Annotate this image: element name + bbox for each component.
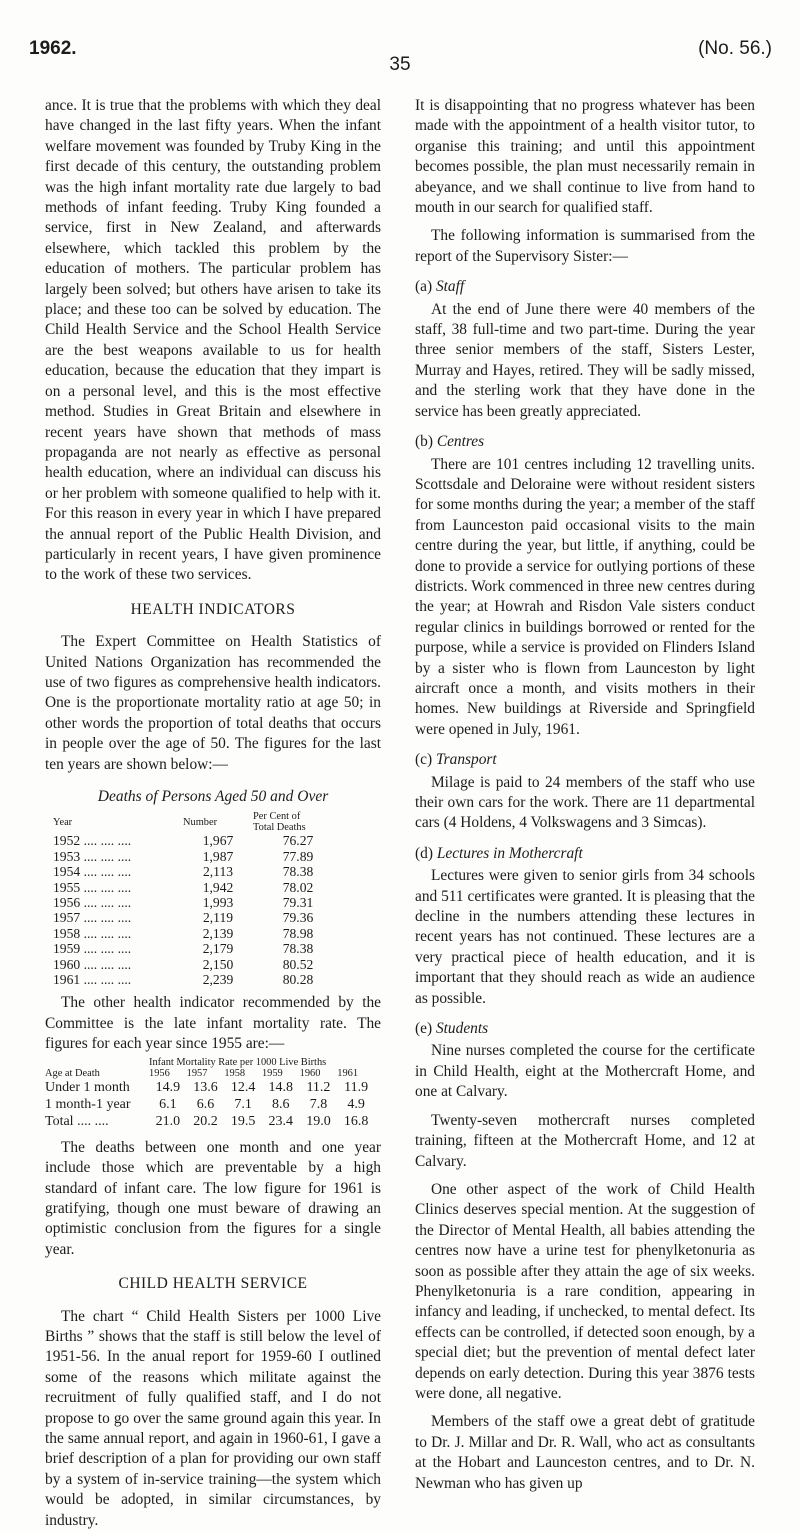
table-cell-pct: 80.28	[282, 972, 314, 988]
table-cell-pct: 78.38	[282, 864, 314, 880]
header-year: 1962.	[29, 38, 77, 59]
paragraph: Nine nurses completed the course for the certificate in Child Health, eight at the Mothercraft Home, and one at Calvary.	[415, 1042, 755, 1101]
table-cell-number: 1,987	[202, 848, 234, 864]
paragraph: The chart “ Child Health Sisters per 1000 Live Births ” shows that the staff is still below the level of 1951-56. In the anual report for 1959-60 I outlined some of the reasons which militate against the recruitment of fully qualified staff, and I do not propose to go over the same ground again this year. In the same annual report, and again in 1960-61, I gave a brief description of a plan for providing our own staff by a system of in-service training—the system which would be adopted, in similar circumstances, by industry.	[45, 1307, 381, 1529]
row-label: 1 month-1 year	[45, 1096, 131, 1112]
col-header-year: 1959	[261, 1067, 283, 1079]
paragraph: One other aspect of the work of Child Health Clinics deserves special mention. At the suggestion of the Director of Mental Health, all babies attending the centres now have a urine test for phenylketonuria as soon as possible after they attain the age of six weeks. Phenylketonuria is a rare condition, appearing in infancy and leading, if unchecked, to mental defect. Its effects can be controlled, if detected soon enough, by a special diet; but the prevention of mental defect later depends on early detection. During this year 3876 tests were done, all negative.	[415, 1180, 755, 1402]
table-cell-value: 7.8	[309, 1096, 328, 1112]
table-cell-year: 1953 .... .... ....	[53, 848, 132, 864]
table-cell-year: 1956 .... .... ....	[53, 895, 132, 911]
page-number: 35	[389, 54, 411, 75]
table-cell-value: 11.9	[344, 1079, 369, 1095]
table-row	[45, 1113, 375, 1130]
table-cell-number: 2,113	[202, 864, 234, 880]
table-row	[53, 880, 343, 895]
table-cell-year: 1961 .... .... ....	[53, 972, 132, 988]
col-header-number: Number	[183, 816, 218, 828]
row-label: Under 1 month	[45, 1079, 130, 1095]
section-heading-health-indicators: HEALTH INDICATORS	[130, 600, 296, 618]
subheading-students: (e) Students	[415, 1020, 489, 1038]
table-cell-number: 1,942	[202, 879, 234, 895]
subheading-centres: (b) Centres	[415, 433, 485, 451]
col-header-age: Age at Death	[45, 1067, 100, 1079]
table-cell-pct: 80.52	[282, 956, 314, 972]
table-cell-value: 7.1	[234, 1096, 252, 1112]
table-cell-value: 12.4	[230, 1079, 256, 1095]
table-cell-value: 14.9	[155, 1079, 181, 1095]
paragraph: The deaths between one month and one year include those which are preventable by a high standard of infant care. The low figure for 1961 is gratifying, though one must beware of drawing an optimistic conclusion from the figures for a single year.	[45, 1138, 381, 1258]
col-header-year: Year	[53, 816, 73, 828]
table-title-deaths-over-50: Deaths of Persons Aged 50 and Over	[97, 788, 329, 805]
paragraph: ance. It is true that the problems with which they deal have changed in the last fifty years. When the infant welfare movement was founded by Truby King in the first decade of this century, the outstanding problem was the high infant mortality rate due largely to bad methods of infant feeding. Truby King founded a service, first in New Zealand, and afterwards elsewhere, which tackled this problem by the education of mothers. The particular problem has largely been solved; but others have arisen to take its place; and these too can be solved by education. The Child Health Service and the School Health Service are the best weapons available to us for health education, because the education that they impart is on a personal level, and this is the most effective method. Studies in Great Britain and elsewhere in recent years have shown that methods of mass propaganda are not nearly as effective as personal health education, where an individual can discuss his or her problem with someone qualified to help with it. For this reason in every year in which I have prepared the annual report of the Public Health Division, and particularly in recent years, I have given prominence to the work of these two services.	[45, 97, 381, 584]
row-label: Total .... ....	[45, 1113, 109, 1129]
paragraph: Milage is paid to 24 members of the staff who use their own cars for the work. There are 11 departmental cars (4 Holdens, 4 Volkswagens and 3 Simcas).	[415, 773, 755, 832]
table-cell-number: 2,119	[202, 910, 234, 926]
table-cell-value: 11.2	[306, 1079, 331, 1095]
page-header	[0, 38, 800, 80]
paragraph: At the end of June there were 40 members of the staff, 38 full-time and two part-time. During the year three senior members of the staff, Sisters Lester, Murray and Hayes, retired. They will be sadly missed, and the sterling work that they have done in the service has been greatly appreciated.	[415, 300, 755, 420]
paragraph: Lectures were given to senior girls from 34 schools and 511 certificates were granted. It is pleasing that the decline in the numbers attending these lectures in recent years has not continued. These lectures are a very practical piece of health education, and it is important that they should reach as wide an audience as possible.	[415, 867, 755, 1007]
table-cell-year: 1960 .... .... ....	[53, 956, 132, 972]
table-cell-value: 23.4	[268, 1113, 294, 1129]
table-cell-value: 6.1	[159, 1096, 177, 1112]
table-cell-number: 1,993	[202, 895, 234, 911]
table-cell-value: 13.6	[193, 1079, 218, 1095]
col-header-year: 1956	[149, 1067, 170, 1079]
table-cell-year: 1952 .... .... ....	[53, 833, 132, 849]
table-cell-year: 1958 .... .... ....	[53, 925, 132, 941]
table-row	[53, 833, 343, 848]
table-cell-value: 4.9	[347, 1096, 365, 1112]
table-cell-number: 1,967	[202, 833, 234, 849]
table-cell-pct: 79.36	[282, 910, 314, 926]
table-row	[45, 1079, 375, 1096]
paragraph: It is disappointing that no progress whatever has been made with the appointment of a health visitor tutor, to organise this training; and until this appointment becomes possible, the plan must necessarily remain in abeyance, and we shall continue to live from hand to mouth in our search for qualified staff.	[415, 97, 755, 217]
col-header-year: 1960	[299, 1067, 321, 1079]
table-row	[53, 864, 343, 879]
section-heading-child-health: CHILD HEALTH SERVICE	[118, 1275, 308, 1293]
table-cell-number: 2,150	[202, 956, 234, 972]
table-cell-value: 19.0	[306, 1113, 331, 1129]
col-header-year: 1961	[337, 1067, 359, 1079]
paragraph: Twenty-seven mothercraft nurses completed training, fifteen at the Mothercraft Home, and 12 at Calvary.	[415, 1111, 755, 1170]
table-cell-value: 19.5	[230, 1113, 256, 1129]
infant-mortality-table	[45, 1057, 375, 1130]
table-cell-number: 2,139	[202, 925, 234, 941]
paragraph: The Expert Committee on Health Statistics of United Nations Organization has recommended the use of two figures as comprehensive health indicators. One is the proportionate mortality ratio at age 50; in other words the proportion of total deaths that occurs in people over the age of 50. The figures for the last ten years are shown below:—	[45, 633, 381, 773]
table-cell-pct: 78.98	[282, 925, 314, 941]
table-cell-pct: 79.31	[282, 895, 314, 911]
table-super-header: Infant Mortality Rate per 1000 Live Births	[149, 1056, 327, 1068]
subheading-lectures: (d) Lectures in Mothercraft	[415, 844, 583, 862]
header-number: (No. 56.)	[698, 38, 772, 59]
table-cell-value: 16.8	[343, 1113, 369, 1129]
table-row	[53, 895, 343, 910]
table-cell-value: 6.6	[196, 1096, 215, 1112]
table-cell-value: 8.6	[272, 1096, 290, 1112]
paragraph: There are 101 centres including 12 travelling units. Scottsdale and Deloraine were without resident sisters for some months during the year; a member of the staff from Launceston paid occasional visits to the main centre during the year, but little, if anything, could be done to provide a service for outlying portions of these districts. Work commenced in three new centres during the year; at Howrah and Risdon Vale sisters conduct regular clinics in buildings borrowed or rented for the purpose, while a service is provided on Flinders Island by a sister who is flown from Launceston by light aircraft once a month, and visits mothers in their homes. New buildings at Riverside and Springfield were opened in July, 1961.	[415, 455, 755, 738]
table-row	[53, 849, 343, 864]
table-row	[53, 910, 343, 925]
table-cell-year: 1957 .... .... ....	[53, 910, 132, 926]
paragraph: The other health indicator recommended by the Committee is the late infant mortality rate. The figures for each year since 1955 are:—	[45, 994, 381, 1053]
table-cell-value: 21.0	[155, 1113, 181, 1129]
table-cell-year: 1959 .... .... ....	[53, 941, 132, 957]
right-column	[415, 96, 755, 1494]
table-cell-value: 14.8	[268, 1079, 294, 1095]
table-row	[53, 957, 343, 972]
subheading-staff: (a) Staff	[415, 278, 465, 296]
table-cell-value: 20.2	[193, 1113, 218, 1129]
left-column	[45, 96, 381, 1531]
paragraph: Members of the staff owe a great debt of gratitude to Dr. J. Millar and Dr. R. Wall, who act as consultants at the Hobart and Launceston centres, and to Dr. N. Newman who has given up	[415, 1413, 755, 1492]
table-row	[45, 1096, 375, 1113]
table-cell-number: 2,239	[202, 972, 234, 988]
subheading-transport: (c) Transport	[415, 751, 497, 769]
table-cell-year: 1954 .... .... ....	[53, 864, 132, 880]
paragraph: The following information is summarised from the report of the Supervisory Sister:—	[415, 227, 755, 265]
col-header-percent: Per Cent of Total Deaths	[253, 811, 306, 834]
col-header-year: 1958	[224, 1067, 246, 1079]
deaths-table	[53, 811, 343, 987]
table-row	[53, 941, 343, 956]
table-cell-pct: 76.27	[282, 833, 314, 849]
table-row	[53, 926, 343, 941]
table-cell-year: 1955 .... .... ....	[53, 879, 132, 895]
table-cell-number: 2,179	[202, 941, 234, 957]
col-header-year: 1957	[186, 1067, 208, 1079]
table-cell-pct: 78.38	[282, 941, 314, 957]
table-row	[53, 972, 343, 987]
table-cell-pct: 77.89	[282, 848, 314, 864]
table-cell-pct: 78.02	[282, 879, 314, 895]
